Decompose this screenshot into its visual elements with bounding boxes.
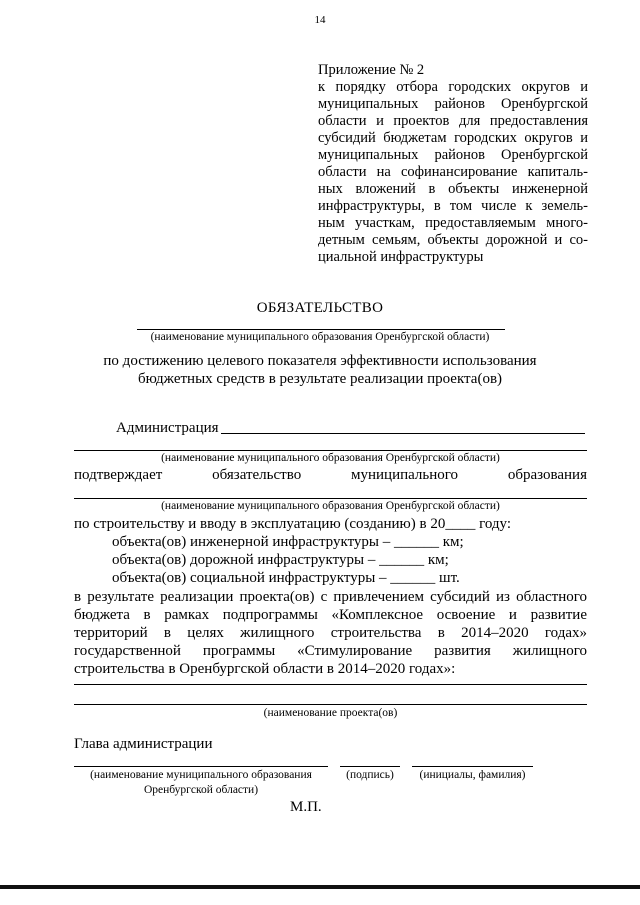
project-blank-line-2 xyxy=(74,704,587,705)
result-line: государственной программы «Стимулирование развития жилищного xyxy=(74,643,587,659)
project-blank-line xyxy=(74,684,587,685)
initials-note: (инициалы, фамилия) xyxy=(419,769,526,781)
confirms-word: обязательство xyxy=(212,467,302,483)
signature-line xyxy=(340,766,400,767)
document-title: ОБЯЗАТЕЛЬСТВО xyxy=(256,300,384,316)
page-number: 14 xyxy=(314,14,326,26)
municipality-note: (наименование муниципального образования Оренбургской области) xyxy=(161,452,500,464)
head-municipality-line xyxy=(74,766,328,767)
result-line: в результате реализации проекта(ов) с привлечением субсидий из областного xyxy=(74,589,587,605)
municipality-note: (наименование муниципального образования Оренбургской области) xyxy=(150,331,490,343)
administration-blank-line-2 xyxy=(74,450,587,451)
appendix-header xyxy=(318,62,588,266)
appendix-line: циальной инфраструктуры xyxy=(318,249,484,265)
appendix-title: Приложение № 2 xyxy=(318,62,425,78)
head-municipality-note-2: Оренбургской области) xyxy=(143,784,259,796)
stamp-place: М.П. xyxy=(290,799,322,815)
construction-line: по строительству и вводу в эксплуатацию (созданию) в 20____ году: xyxy=(74,516,512,532)
appendix-line: ных вложений в объекты инженерной xyxy=(318,181,588,197)
appendix-line: инфраструктуры, в том числе к земель- xyxy=(318,198,588,214)
confirms-word: муниципального xyxy=(351,467,459,483)
appendix-line: детным семьям, объекты дорожной и со- xyxy=(318,232,588,248)
appendix-line: области на софинансирование капиталь- xyxy=(318,164,588,180)
municipality-blank-line xyxy=(137,329,505,330)
result-line: строительства в Оренбургской области в 2014–2020 годах»: xyxy=(74,661,456,677)
appendix-line: к порядку отбора городских округов и xyxy=(318,79,588,95)
appendix-line: области и проектов для предоставления xyxy=(318,113,588,129)
object-line: объекта(ов) инженерной инфраструктуры – ______ км; xyxy=(112,534,464,550)
municipality-note: (наименование муниципального образования Оренбургской области) xyxy=(161,500,500,512)
intro-line: бюджетных средств в результате реализации проекта(ов) xyxy=(137,371,503,387)
intro-line: по достижению целевого показателя эффективности использования xyxy=(103,353,537,369)
confirms-word: образования xyxy=(507,467,587,483)
municipality-blank-line-3 xyxy=(74,498,587,499)
appendix-line: субсидий бюджетам городских округов и xyxy=(318,130,588,146)
signature-note: (подпись) xyxy=(346,769,394,781)
object-line: объекта(ов) дорожной инфраструктуры – ______ км; xyxy=(112,552,449,568)
scan-edge-bar xyxy=(0,885,640,889)
head-label: Глава администрации xyxy=(74,736,213,752)
result-paragraph xyxy=(74,588,587,678)
appendix-line: муниципальных районов Оренбургской xyxy=(318,147,588,163)
head-municipality-note: (наименование муниципального образования xyxy=(90,769,312,781)
appendix-line: ным участкам, предоставляемым много- xyxy=(318,215,588,231)
result-line: территорий в целях жилищного строительства в 2014–2020 годах» xyxy=(74,625,587,641)
result-line: бюджета в рамках подпрограммы «Комплексное освоение и развитие xyxy=(74,607,587,623)
administration-blank-line xyxy=(221,433,585,434)
confirms-line xyxy=(74,467,587,484)
object-line: объекта(ов) социальной инфраструктуры – ______ шт. xyxy=(112,570,460,586)
administration-label: Администрация xyxy=(116,420,219,436)
project-note: (наименование проекта(ов) xyxy=(263,707,398,719)
confirms-word: подтверждает xyxy=(74,467,163,483)
appendix-line: муниципальных районов Оренбургской xyxy=(318,96,588,112)
initials-line xyxy=(412,766,533,767)
